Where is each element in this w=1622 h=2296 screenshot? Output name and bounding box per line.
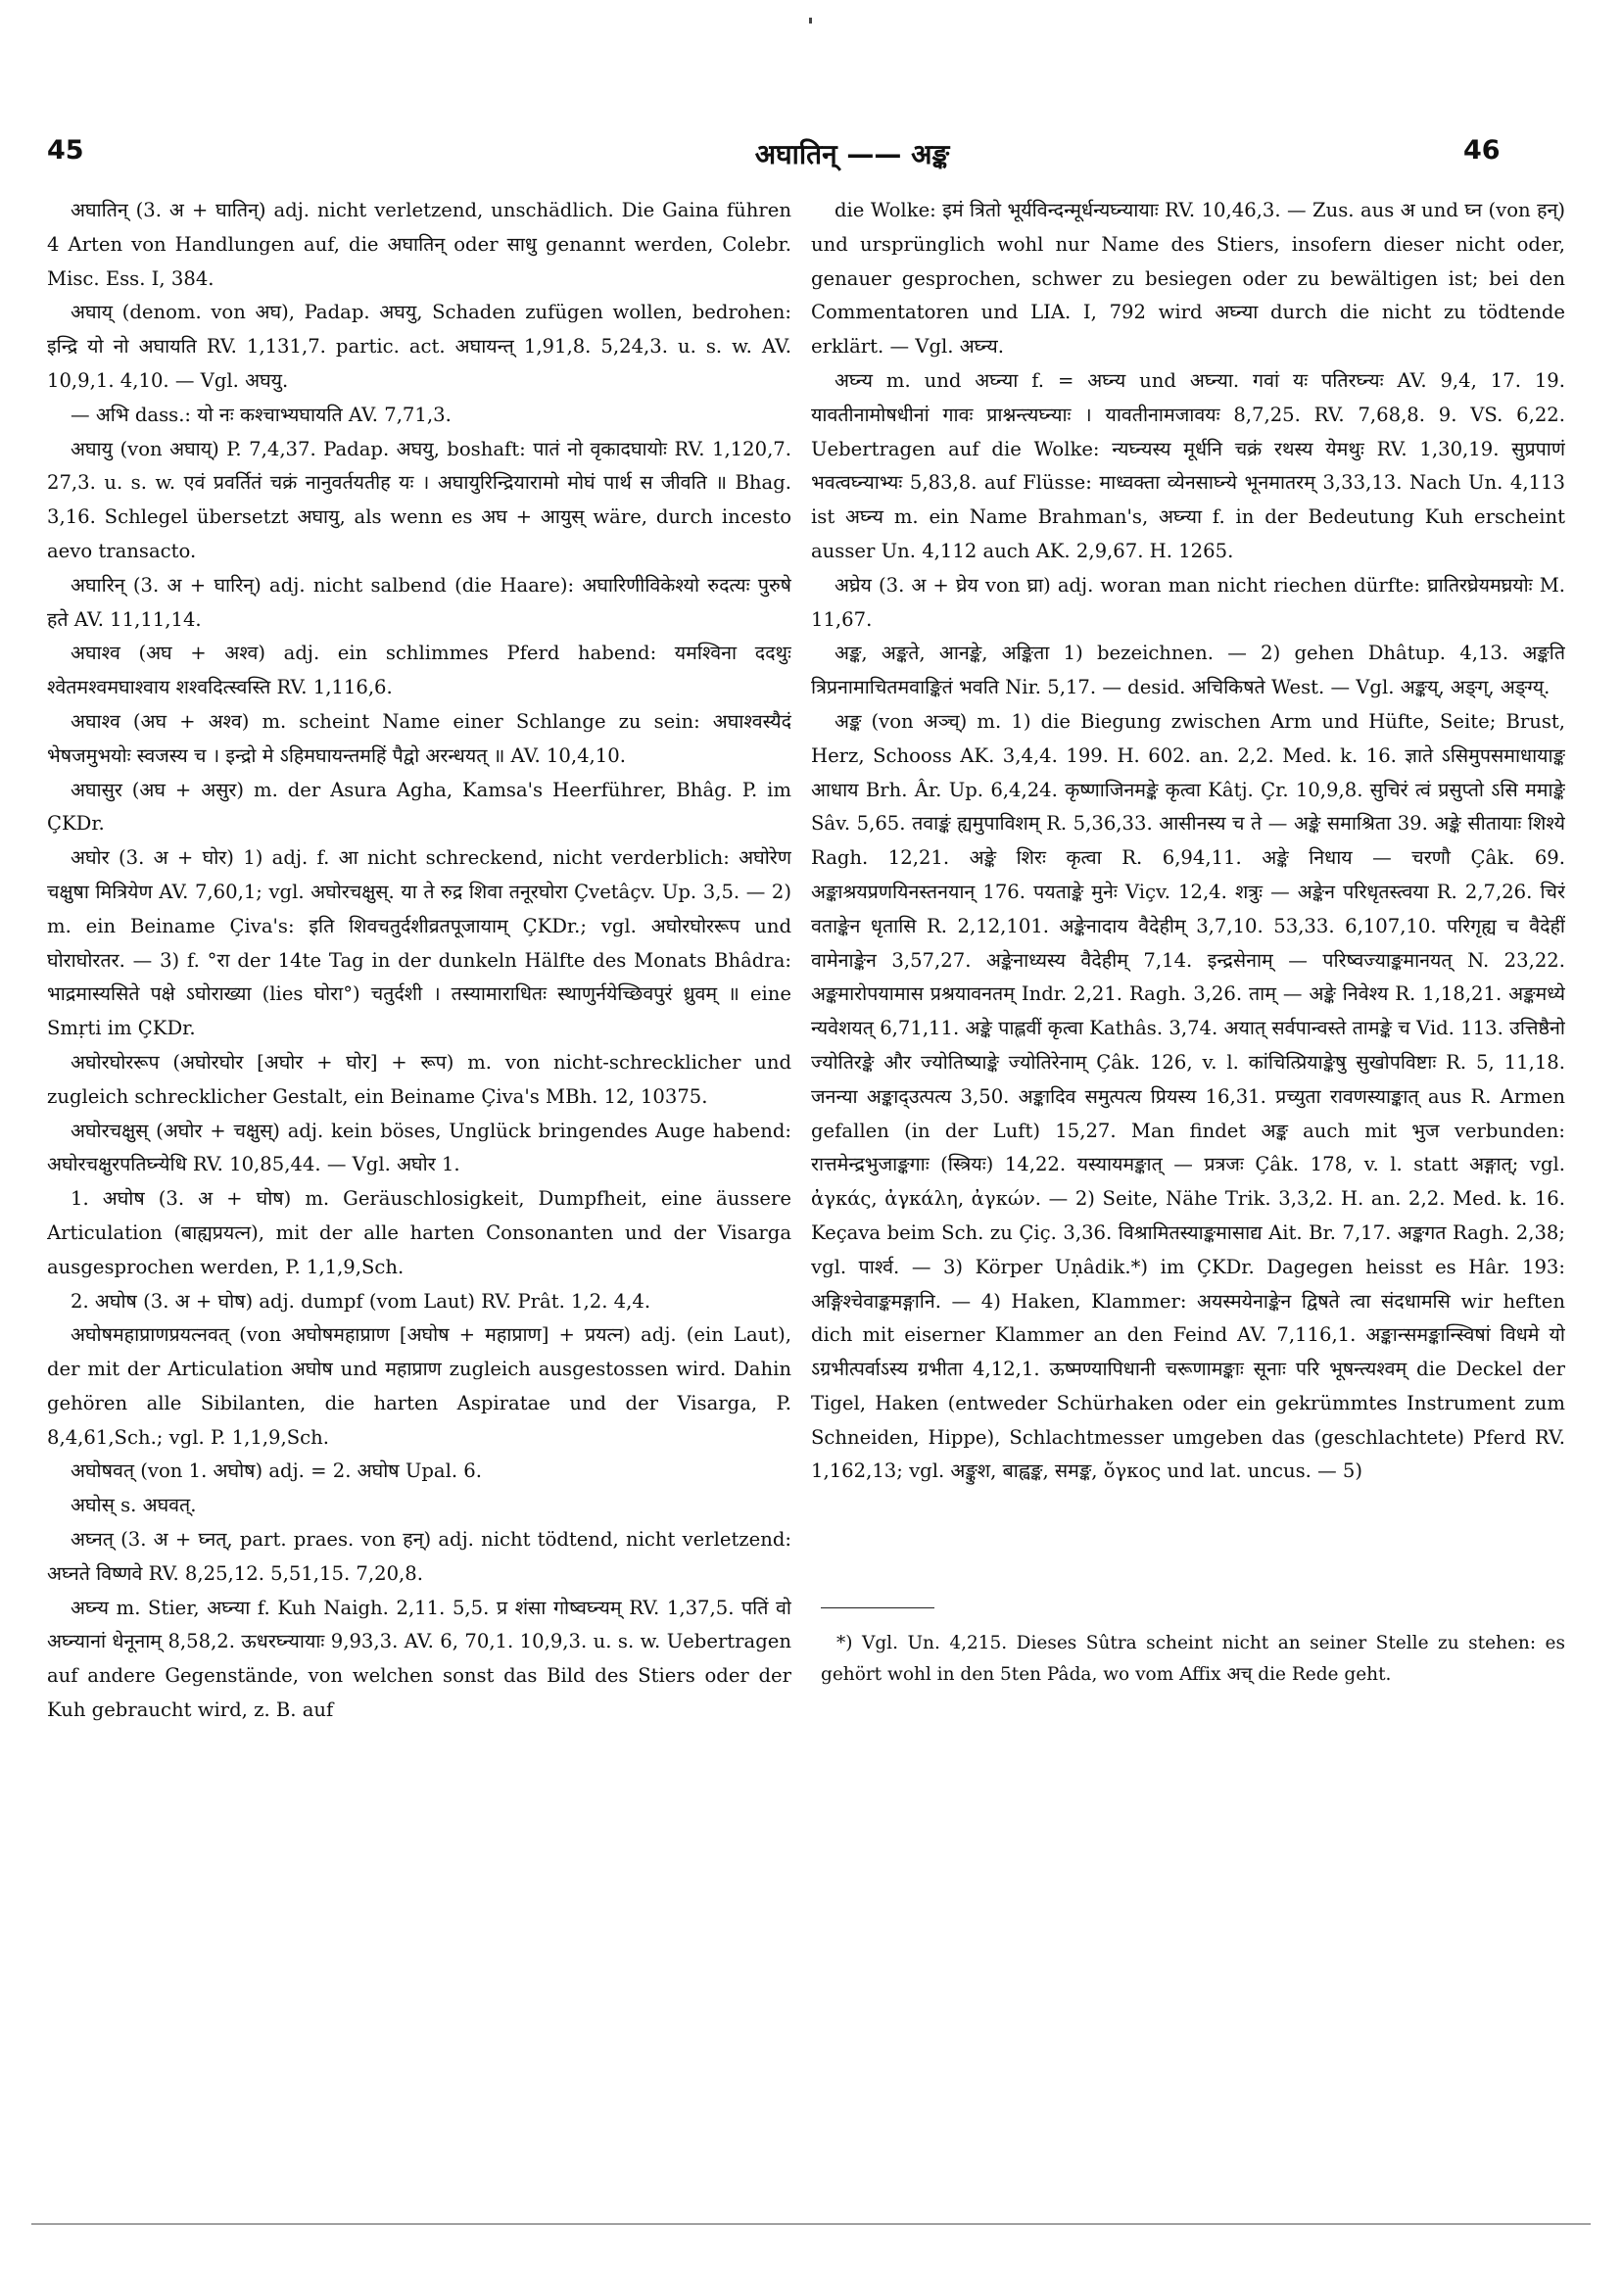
- entry: अघ्रेय (3. अ + घ्रेय von घ्रा) adj. woran man nicht riechen dürfte: घ्रातिरघ्रेयमघ्रयोः M. 11,67.: [811, 573, 1565, 631]
- entry: अघाश्व (अघ + अश्व) m. scheint Name einer Schlange zu sein: अघाश्वस्यैदं भेषजमुभयोः स्वजस्य च । इन्द्रो मे ऽहिमघायन्तमहिं पैद्वो अरन्धयत् ॥ AV. 10,4,10.: [47, 709, 791, 767]
- entry: अघ्न्य m. und अघ्न्या f. = अघ्न्य und अघ्न्या. गवां यः पतिरघ्न्यः AV. 9,4, 17. 19. यावतीनामोषधीनां गावः प्राश्नन्त्यघ्न्याः । यावतीनामजावयः 8,7,25. RV. 7,68,8. 9. VS. 6,22. Uebertragen auf die Wolke: न्यघ्न्यस्य मूर्धनि चक्रं रथस्य येमथुः RV. 1,30,19. सुप्रपाणं भवत्वघ्न्याभ्यः 5,83,8. auf Flüsse: माध्वक्ता व्येनसाघ्न्ये भूनमातरम् 3,33,13. Nach Un. 4,113 ist अघ्न्य m. ein Name Brahman's, अघ्न्या f. in der Bedeutung Kuh erscheint ausser Un. 4,112 auch AK. 2,9,67. H. 1265.: [811, 368, 1565, 562]
- entry: अघोषवत् (von 1. अघोष) adj. = 2. अघोष Upal. 6.: [71, 1459, 482, 1483]
- page-number-left: 45: [47, 135, 84, 166]
- entry: अघोस् s. अघवत्.: [71, 1494, 197, 1517]
- entry: अघ्नत् (3. अ + घ्नत्, part. praes. von हन्) adj. nicht tödtend, nicht verletzend: अघ्नते विष्णवे RV. 8,25,12. 5,51,15. 7,20,8.: [47, 1528, 791, 1585]
- entry: अघाश्व (अघ + अश्व) adj. ein schlimmes Pferd habend: यमश्विना ददथुः श्वेतमश्वमघाश्वाय शश्वदित्स्वस्ति RV. 1,116,6.: [47, 642, 791, 699]
- entry: 1. अघोष (3. अ + घोष) m. Geräuschlosigkeit, Dumpfheit, eine äussere Articulation (बाह्यप्रयत्न), mit der alle harten Consonanten und der Visarga ausgesprochen werden, P. 1,1,9,Sch.: [47, 1187, 791, 1278]
- running-title: अघातिन् —— अङ्क: [754, 138, 950, 170]
- top-mark: [809, 18, 812, 24]
- right-column: [811, 194, 1565, 1604]
- entry: die Wolke: इमं त्रितो भूर्यविन्दन्मूर्धन्यघ्न्यायाः RV. 10,46,3. — Zus. aus अ und घ्न (von हन्) und ursprünglich wohl nur Name des Stiers, insofern dieser nicht oder, genauer gesprochen, schwer zu besiegen oder zu bewältigen ist; bei den Commentatoren und LIA. I, 792 wird अघ्न्या durch die nicht zu tödtende erklärt. — Vgl. अघ्न्य.: [811, 199, 1565, 359]
- footnote-rule: [821, 1607, 934, 1608]
- left-column: [47, 194, 791, 2163]
- entry: अघोषमहाप्राणप्रयत्नवत् (von अघोषमहाप्राण [अघोष + महाप्राण] + प्रयत्न) adj. (ein Laut), der mit der Articulation अघोष und महाप्राण zugleich ausgestossen wird. Dahin gehören alle Sibilanten, die harten Aspiratae und der Visarga, P. 8,4,61,Sch.; vgl. P. 1,1,9,Sch.: [47, 1323, 791, 1449]
- entry: — अभि dass.: यो नः कश्चाभ्यघायति AV. 7,71,3.: [71, 403, 452, 426]
- entry: अघोर (3. अ + घोर) 1) adj. f. आ nicht schreckend, nicht verderblich: अघोरेण चक्षुषा मित्रियेण AV. 7,60,1; vgl. अघोरचक्षुस्. या ते रुद्र शिवा तनूरघोरा Çvetâçv. Up. 3,5. — 2) m. ein Beiname Çiva's: इति शिवचतुर्दशीव्रतपूजायाम् ÇKDr.; vgl. अघोरघोररूप und घोराघोरतर. — 3) f. °रा der 14te Tag in der dunkeln Hälfte des Monats Bhâdra: भाद्रमास्यसिते पक्षे ऽघोराख्या (lies घोरा°) चतुर्दशी । तस्यामाराधितः स्थाणुर्नयेच्छिवपुरं ध्रुवम् ॥ eine Smṛti im ÇKDr.: [47, 846, 791, 1040]
- entry: अघारिन् (3. अ + घारिन्) adj. nicht salbend (die Haare): अघारिणीविकेश्यो रुदत्यः पुरुषे हते AV. 11,11,14.: [47, 573, 791, 631]
- page-header: [0, 135, 1622, 174]
- entry: अङ्क (von अञ्च्) m. 1) die Biegung zwischen Arm und Hüfte, Seite; Brust, Herz, Schooss AK. 3,4,4. 199. H. 602. an. 2,2. Med. k. 16. ज्ञाते ऽसिमुपसमाधायाङ्क आधाय Brh. Âr. Up. 6,4,24. कृष्णाजिनमङ्के कृत्वा Kâtj. Çr. 10,9,8. सुचिरं त्वं प्रसुप्तो ऽसि ममाङ्के Sâv. 5,65. तवाङ्कं ह्यमुपाविशम् R. 5,36,33. आसीनस्य च ते — अङ्के समाश्रिता 39. अङ्के सीतायाः शिश्ये Ragh. 12,21. अङ्के शिरः कृत्वा R. 6,94,11. अङ्के निधाय — चरणौ Çâk. 69. अङ्काश्रयप्रणयिनस्तनयान् 176. पयताङ्के मुनेः Viçv. 12,4. शत्रुः — अङ्केन परिधृतस्त्वया R. 2,7,26. चिरं वताङ्केन धृतासि R. 2,12,101. अङ्केनादाय वैदेहीम् 3,7,10. 53,33. 6,107,10. परिगृह्य च वैदेहीं वामेनाङ्केन 3,57,27. अङ्केनाध्यस्य वैदेहीम् 7,14. इन्द्रसेनाम् — परिष्वज्याङ्कमानयत् N. 23,22. अङ्कमारोपयामास प्रश्रयावनतम् Indr. 2,21. Ragh. 3,26. ताम् — अङ्के निवेश्य R. 1,18,21. अङ्कमध्ये न्यवेशयत् 6,71,11. अङ्के पाह्लवीं कृत्वा Kathâs. 3,74. अयात् सर्वपान्वस्ते तामङ्के च Vid. 113. उत्तिष्ठैनो ज्योतिरङ्के और ज्योतिष्याङ्के ज्योतिरेनाम् Çâk. 126, v. l. कांचित्प्रियाङ्केषु सुखोपविष्टाः R. 5, 11,18. जनन्या अङ्काद्उत्पत्य 3,50. अङ्कादिव समुत्पत्य प्रियस्य 16,31. प्रच्युता रावणस्याङ्कात् aus R. Armen gefallen (in der Luft) 15,27. Man findet अङ्क auch mit भुज verbunden: रात्तमेन्द्रभुजाङ्कगाः (स्त्रियः) 14,22. यस्यायमङ्कात् — प्रत्रजः Çâk. 178, v. l. statt अङ्गात्; vgl. ἀγκάς, ἀγκάλη, ἀγκών. — 2) Seite, Nähe Trik. 3,3,2. H. an. 2,2. Med. k. 16. Keçava beim Sch. zu Çiç. 3,36. विश्रामितस्याङ्कमासाद्य Ait. Br. 7,17. अङ्कगत Ragh. 2,38; vgl. पार्श्व. — 3) Körper Uṇâdik.*) im ÇKDr. Dagegen heisst es Hâr. 193: अङ्गिश्चेवाङ्कमङ्गानि. — 4) Haken, Klammer: अयस्मयेनाङ्केन द्विषते त्वा संदधामसि wir heften dich mit eiserner Klammer an den Feind AV. 7,116,1. अङ्कान्समङ्कान्स्विषां विधमे यो ऽग्रभीत्पर्वाऽस्य ग्रभीता 4,12,1. ऊष्मण्यापिधानी चरूणामङ्काः सूनाः परि भूषन्त्यश्वम् die Deckel der Tigel, Haken (entweder Schürhaken oder ein gekrümmtes Instrument zum Schneiden, Hippe), Schlachtmesser umgeben das (geschlachtete) Pferd RV. 1,162,13; vgl. अङ्कुश, बाह्वङ्क, समङ्क, ὄγκος und lat. uncus. — 5): [811, 709, 1565, 1483]
- entry: अघोरघोररूप (अघोरघोर [अघोर + घोर] + रूप) m. von nicht-schrecklicher und zugleich schrecklicher Gestalt, ein Beiname Çiva's MBh. 12, 10375.: [47, 1050, 791, 1108]
- page-number-right: 46: [1463, 135, 1501, 166]
- entry: अङ्क, अङ्कते, आनङ्के, अङ्किता 1) bezeichnen. — 2) gehen Dhâtup. 4,13. अङ्कति त्रिप्रनामाचितमवाङ्कितं भवति Nir. 5,17. — desid. अचिकिषते West. — Vgl. अङ्कय्, अङ्ग्, अङ्ग्य्.: [811, 642, 1565, 699]
- footnote-text: *) Vgl. Un. 4,215. Dieses Sûtra scheint nicht an seiner Stelle zu stehen: es gehört wohl in den 5ten Pâda, wo vom Affix अच् die Rede geht.: [821, 1633, 1565, 1685]
- entry: अघाय् (denom. von अघ), Padap. अघयु, Schaden zufügen wollen, bedrohen: इन्द्रि यो नो अघायति RV. 1,131,7. partic. act. अघायन्त् 1,91,8. 5,24,3. u. s. w. AV. 10,9,1. 4,10. — Vgl. अघयु.: [47, 301, 791, 392]
- entry: अघायु (von अघाय्) P. 7,4,37. Padap. अघयु, boshaft: पातं नो वृकादघायोः RV. 1,120,7. 27,3. u. s. w. एवं प्रवर्तितं चक्रं नानुवर्तयतीह यः । अघायुरिन्द्रियारामो मोघं पार्थ स जीवति ॥ Bhag. 3,16. Schlegel übersetzt अघायु, als wenn es अघ + आयुस् wäre, durch incesto aevo transacto.: [47, 437, 791, 562]
- entry: अघासुर (अघ + असुर) m. der Asura Agha, Kamsa's Heerführer, Bhâg. P. im ÇKDr.: [47, 778, 791, 836]
- entry: 2. अघोष (3. अ + घोष) adj. dumpf (vom Laut) RV. Prât. 1,2. 4,4.: [71, 1289, 651, 1313]
- entry: अघोरचक्षुस् (अघोर + चक्षुस्) adj. kein böses, Unglück bringendes Auge habend: अघोरचक्षुरपतिघ्न्येधि RV. 10,85,44. — Vgl. अघोर 1.: [47, 1119, 791, 1176]
- entry: अघ्न्य m. Stier, अघ्न्या f. Kuh Naigh. 2,11. 5,5. प्र शंसा गोष्वघ्न्यम् RV. 1,37,5. पतिं वो अघ्न्यानां धेनूनाम् 8,58,2. ऊधरघ्न्यायाः 9,93,3. AV. 6, 70,1. 10,9,3. u. s. w. Uebertragen auf andere Gegenstände, von welchen sonst das Bild des Stiers oder der Kuh gebraucht wird, z. B. auf: [47, 1596, 791, 1722]
- entry: अघातिन् (3. अ + घातिन्) adj. nicht verletzend, unschädlich. Die Gaina führen 4 Arten von Handlungen auf, die अघातिन् oder साधु genannt werden, Colebr. Misc. Ess. I, 384.: [47, 199, 791, 290]
- footnote: [821, 1628, 1565, 1691]
